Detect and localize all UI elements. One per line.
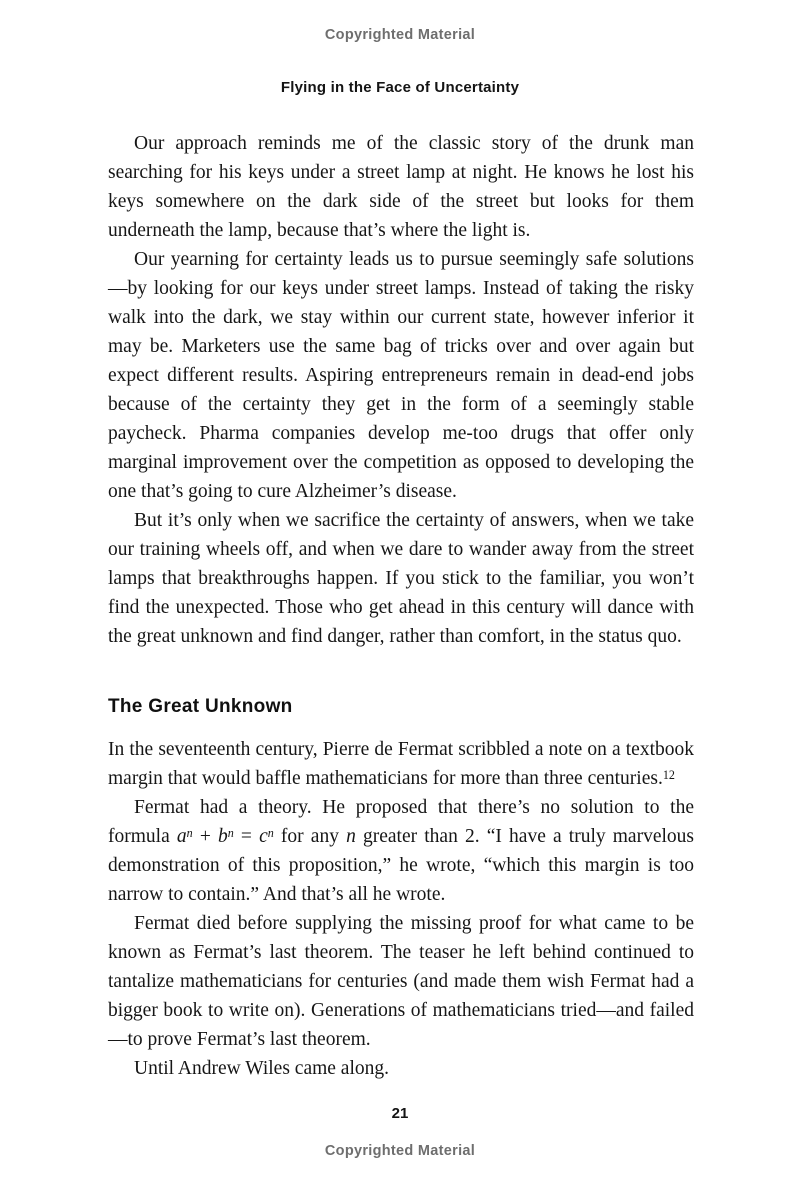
formula-exponent: n — [227, 825, 234, 840]
paragraph — [108, 1054, 694, 1083]
text-run: Until Andrew Wiles came along. — [134, 1058, 390, 1079]
text-run: + — [192, 826, 218, 847]
paragraph — [108, 129, 694, 245]
paragraph — [108, 245, 694, 506]
text-run: But it’s only when we sacrifice the certainty of answers, when we take our training wheels off, and when we dare to wander away from the street lamps that breakthroughs happen. If you stick to the familiar, you won’t find the unexpected. Those who get ahead in this century will dance with the great unknown and find danger, rather than comfort, in the status quo. — [108, 510, 694, 647]
text-run: greater than 2. “I have a truly marvelous demonstration of this proposition,” he wrote, “which this margin is too narrow to contain.” And that’s all he wrote. — [108, 826, 694, 905]
footnote-marker: 12 — [662, 767, 675, 782]
page-body-text — [108, 129, 694, 1083]
text-run: Fermat died before supplying the missing proof for what came to be known as Fermat’s last theorem. The teaser he left behind continued to tantalize mathematicians for centuries (and made them wish Fermat had a bigger book to write on). Generations of mathematicians tried—and failed—to prove Fermat’s last theorem. — [108, 913, 694, 1050]
formula-exponent: n — [186, 825, 193, 840]
formula-variable: c — [259, 826, 268, 847]
copyright-notice-top: Copyrighted Material — [324, 27, 476, 43]
paragraph — [108, 735, 694, 793]
text-run: Our yearning for certainty leads us to pursue seemingly safe solutions—by looking for our keys under street lamps. Instead of taking the risky walk into the dark, we stay within our current state, however inferior it may be. Marketers use the same bag of tricks over and over again but expect different results. Aspiring entrepreneurs remain in dead-end jobs because of the certainty they get in the form of a seemingly stable paycheck. Pharma companies develop me-too drugs that offer only marginal improvement over the competition as opposed to developing the one that’s going to cure Alzheimer’s disease. — [108, 249, 694, 502]
text-run: = — [233, 826, 260, 847]
copyright-notice-bottom: Copyrighted Material — [324, 1143, 476, 1159]
paragraph — [108, 506, 694, 651]
formula-exponent: n — [267, 825, 274, 840]
page-number: 21 — [391, 1105, 409, 1122]
paragraph — [108, 793, 694, 909]
text-run: Our approach reminds me of the classic story of the drunk man searching for his keys under a street lamp at night. He knows he lost his keys somewhere on the dark side of the street but looks for them underneath the lamp, because that’s where the light is. — [108, 133, 694, 241]
text-run: for any — [273, 826, 347, 847]
section-heading: The Great Unknown — [108, 696, 293, 717]
formula-variable: n — [346, 826, 356, 847]
text-run: In the seventeenth century, Pierre de Fermat scribbled a note on a textbook margin that would baffle mathematicians for more than three centuries. — [108, 739, 694, 789]
formula-variable: b — [217, 826, 228, 847]
running-head: Flying in the Face of Uncertainty — [280, 79, 520, 96]
text-run: Fermat had a theory. He proposed that there’s no solution to the formula — [108, 797, 694, 847]
formula-variable: a — [176, 826, 187, 847]
paragraph — [108, 909, 694, 1054]
